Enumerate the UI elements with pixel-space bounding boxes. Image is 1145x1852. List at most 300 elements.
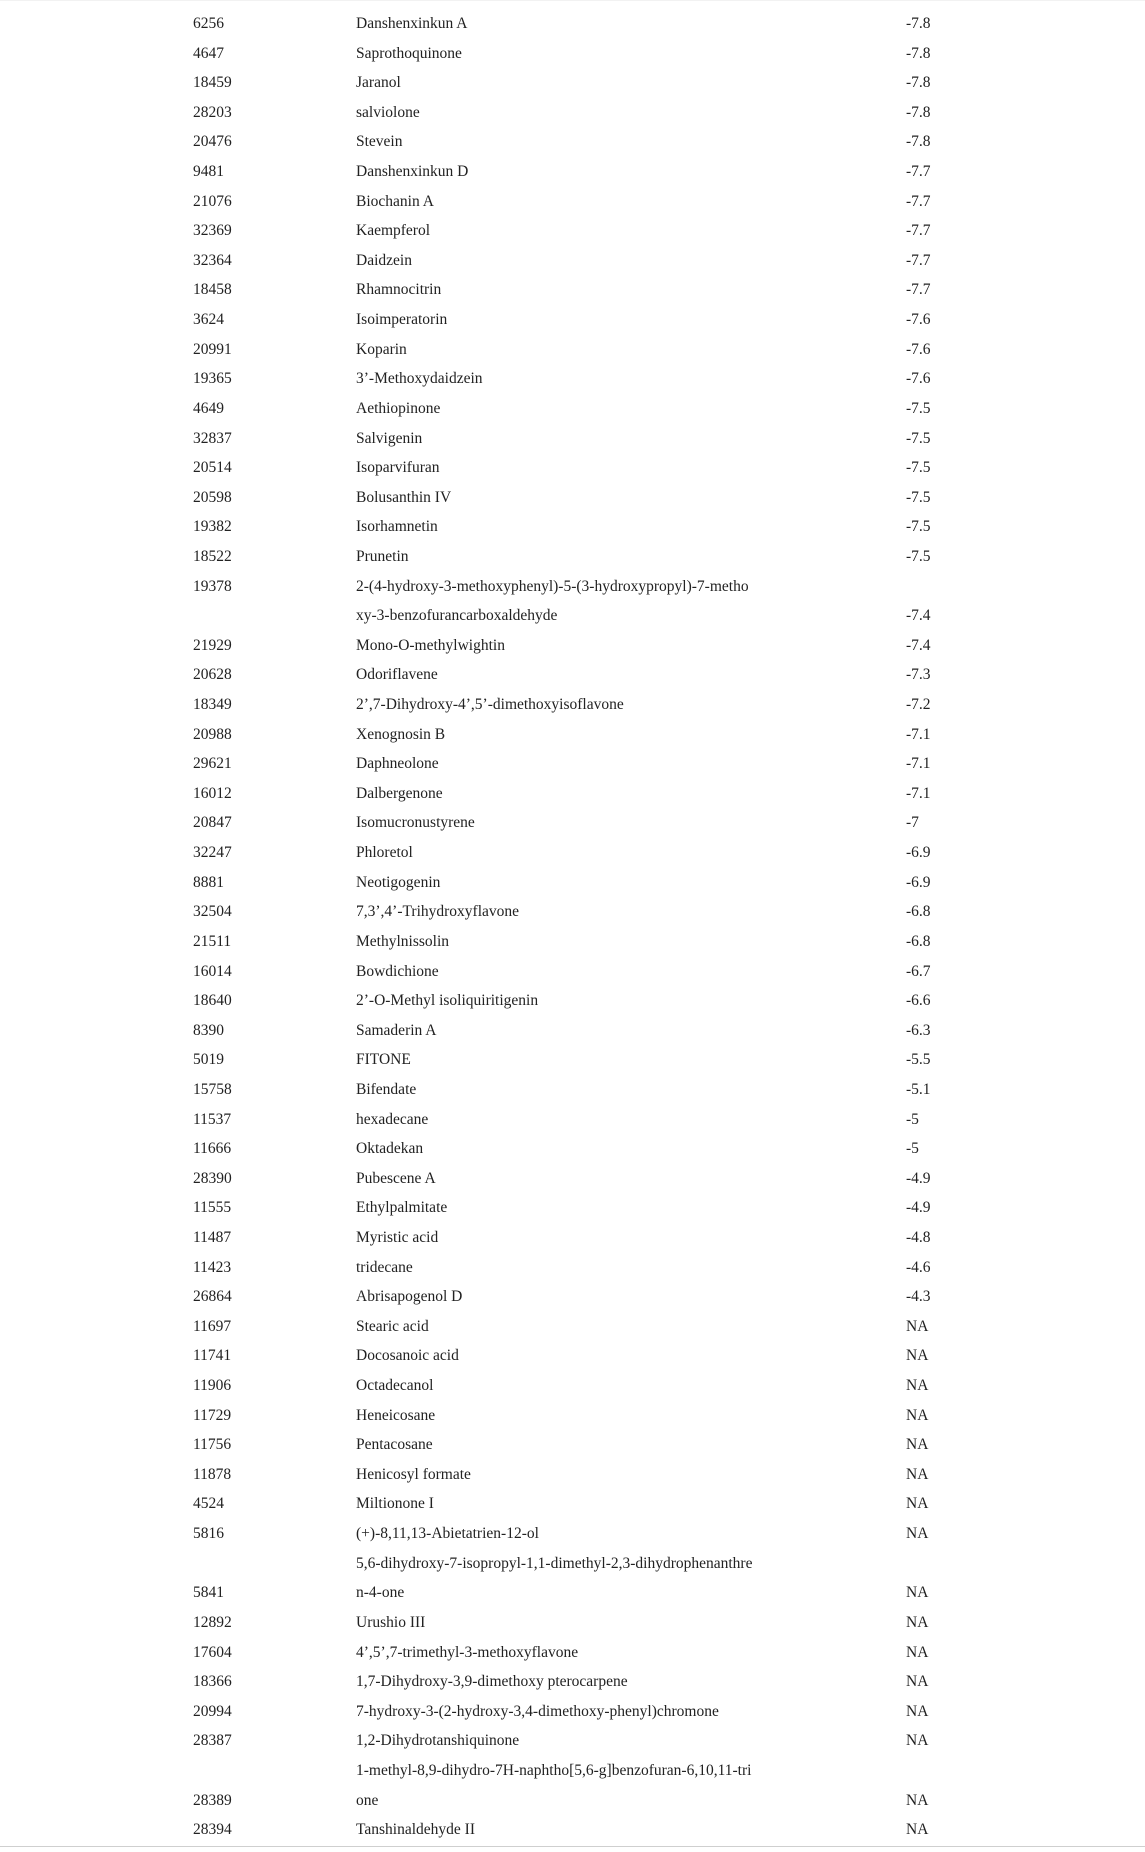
compound-name-line: n-4-one xyxy=(356,1584,405,1602)
compound-name-cell xyxy=(356,1223,438,1253)
compound-name-cell xyxy=(356,957,439,987)
binding-energy-cell: -5.5 xyxy=(906,1051,931,1069)
compound-id-cell: 11878 xyxy=(193,1465,232,1483)
compound-name-line: Isorhamnetin xyxy=(356,518,438,536)
compound-name-line: Danshenxinkun D xyxy=(356,163,469,181)
compound-name-cell xyxy=(356,39,462,69)
table-row xyxy=(0,1401,1145,1431)
compound-name-cell xyxy=(356,631,505,661)
compound-name-cell xyxy=(356,394,440,424)
compound-id-cell: 32504 xyxy=(193,903,232,921)
compound-name-line: hexadecane xyxy=(356,1110,429,1128)
compound-name-line: Octadecanol xyxy=(356,1377,434,1395)
table-row xyxy=(0,660,1145,690)
compound-name-cell xyxy=(356,1371,433,1401)
compound-name-line: Mono-O-methylwightin xyxy=(356,636,505,654)
compound-name-line: 1,7-Dihydroxy-3,9-dimethoxy pterocarpene xyxy=(356,1673,628,1691)
compound-name-cell xyxy=(356,808,475,838)
table-row xyxy=(0,127,1145,157)
compound-name-cell xyxy=(356,1312,429,1342)
table-row xyxy=(0,394,1145,424)
binding-energy-cell: -7.4 xyxy=(906,636,931,654)
compound-id-cell: 11423 xyxy=(193,1258,232,1276)
binding-energy-cell: -7.5 xyxy=(906,488,931,506)
table-row xyxy=(0,1549,1145,1608)
binding-energy-cell: -6.8 xyxy=(906,903,931,921)
table-row xyxy=(0,1253,1145,1283)
table-row xyxy=(0,1756,1145,1815)
compound-id-cell: 11487 xyxy=(193,1229,232,1246)
compound-id-cell: 4649 xyxy=(193,399,224,417)
compound-name-line: Saprothoquinone xyxy=(356,44,462,62)
table-row xyxy=(0,1312,1145,1342)
table-row xyxy=(0,868,1145,898)
compound-id-cell: 29621 xyxy=(193,755,232,773)
compound-name-line: Ethylpalmitate xyxy=(356,1199,448,1217)
table-row xyxy=(0,572,1145,631)
binding-energy-cell: NA xyxy=(906,1732,929,1750)
binding-energy-cell: -7.7 xyxy=(906,163,931,181)
binding-energy-cell: NA xyxy=(906,1347,929,1365)
compound-id-cell: 11756 xyxy=(193,1436,232,1454)
compound-id-cell: 18458 xyxy=(193,281,232,299)
compound-name-cell xyxy=(356,749,439,779)
compound-name-cell xyxy=(356,897,519,927)
compound-name-cell xyxy=(356,1519,539,1549)
binding-energy-cell: NA xyxy=(906,1436,929,1454)
compound-id-cell: 20991 xyxy=(193,340,232,358)
table-row xyxy=(0,1460,1145,1490)
compound-name-line: (+)-8,11,13-Abietatrien-12-ol xyxy=(356,1525,539,1543)
compound-id-cell: 20598 xyxy=(193,488,232,506)
table-row xyxy=(0,1667,1145,1697)
compound-name-cell xyxy=(356,335,407,365)
compound-name-cell xyxy=(356,127,403,157)
binding-energy-cell: -4.3 xyxy=(906,1288,931,1306)
binding-energy-cell: -7.8 xyxy=(906,74,931,92)
table-row xyxy=(0,68,1145,98)
table-row xyxy=(0,187,1145,217)
compound-id-cell: 20847 xyxy=(193,814,232,832)
compound-id-cell: 11906 xyxy=(193,1377,232,1395)
compound-name-line: Prunetin xyxy=(356,547,409,565)
compound-id-cell: 20994 xyxy=(193,1702,232,1720)
binding-energy-cell: NA xyxy=(906,1525,929,1543)
compound-name-line: Kaempferol xyxy=(356,222,431,240)
binding-energy-cell: NA xyxy=(906,1673,929,1691)
binding-energy-cell: -7.1 xyxy=(906,784,931,802)
compound-name-line: Biochanin A xyxy=(356,192,434,210)
compound-name-line: Abrisapogenol D xyxy=(356,1288,463,1306)
compound-name-cell xyxy=(356,1460,471,1490)
compound-name-line: Jaranol xyxy=(356,74,401,92)
compound-name-line: Docosanoic acid xyxy=(356,1347,459,1365)
compound-id-cell: 32837 xyxy=(193,429,232,447)
compound-id-cell: 17604 xyxy=(193,1643,232,1661)
compound-name-cell xyxy=(356,868,440,898)
binding-energy-cell: -7.5 xyxy=(906,547,931,565)
table-row xyxy=(0,246,1145,276)
compound-name-line: Daidzein xyxy=(356,251,412,269)
binding-energy-cell: -6.7 xyxy=(906,962,931,980)
compound-name-line: xy-3-benzofurancarboxaldehyde xyxy=(356,607,558,625)
compound-name-cell xyxy=(356,572,856,631)
compound-name-line: Stevein xyxy=(356,133,403,151)
compound-name-cell xyxy=(356,157,468,187)
compound-id-cell: 20514 xyxy=(193,459,232,477)
compound-name-cell xyxy=(356,1697,719,1727)
table-row xyxy=(0,1697,1145,1727)
compound-id-cell: 11697 xyxy=(193,1317,232,1335)
table-row xyxy=(0,986,1145,1016)
binding-energy-cell: -7.5 xyxy=(906,459,931,477)
binding-energy-cell: -7.5 xyxy=(906,429,931,447)
compound-name-cell xyxy=(356,1726,519,1756)
compound-name-line: Neotigogenin xyxy=(356,873,441,891)
compound-id-cell: 5841 xyxy=(193,1584,224,1602)
table-row xyxy=(0,275,1145,305)
binding-energy-cell: -4.8 xyxy=(906,1229,931,1246)
compound-name-line: Pentacosane xyxy=(356,1436,433,1454)
compound-name-line: 2’,7-Dihydroxy-4’,5’-dimethoxyisoflavone xyxy=(356,696,624,714)
table-row xyxy=(0,1430,1145,1460)
compound-name-cell xyxy=(356,720,445,750)
binding-energy-cell: -7.8 xyxy=(906,15,931,32)
compound-name-line: Isomucronustyrene xyxy=(356,814,475,832)
table-row xyxy=(0,157,1145,187)
compound-name-line: Bolusanthin IV xyxy=(356,488,452,506)
binding-energy-cell: -7.7 xyxy=(906,222,931,240)
binding-energy-cell: NA xyxy=(906,1613,929,1631)
table-row xyxy=(0,749,1145,779)
table-row xyxy=(0,335,1145,365)
compound-name-line: Myristic acid xyxy=(356,1229,439,1246)
compound-name-cell xyxy=(356,9,468,39)
compound-id-cell: 18459 xyxy=(193,74,232,92)
binding-energy-cell: -7.3 xyxy=(906,666,931,684)
compound-id-cell: 18640 xyxy=(193,992,232,1010)
compound-name-line: 3’-Methoxydaidzein xyxy=(356,370,483,388)
compound-name-line: Bifendate xyxy=(356,1080,417,1098)
compound-name-line: FITONE xyxy=(356,1051,411,1069)
compound-name-line: Miltionone I xyxy=(356,1495,434,1513)
compound-id-cell: 32247 xyxy=(193,844,232,862)
compound-id-cell: 19365 xyxy=(193,370,232,388)
table-row xyxy=(0,1608,1145,1638)
compound-name-cell xyxy=(356,1105,428,1135)
top-divider xyxy=(0,0,1145,1)
binding-energy-cell: -7 xyxy=(906,814,919,832)
binding-energy-cell: -7.8 xyxy=(906,133,931,151)
compound-name-line: Samaderin A xyxy=(356,1021,437,1039)
table-row xyxy=(0,364,1145,394)
compound-name-cell xyxy=(356,1075,416,1105)
compound-name-line: Dalbergenone xyxy=(356,784,443,802)
table-row xyxy=(0,1371,1145,1401)
compound-name-cell xyxy=(356,1489,434,1519)
table-row xyxy=(0,1223,1145,1253)
binding-energy-cell: -7.7 xyxy=(906,281,931,299)
compound-name-line: one xyxy=(356,1791,379,1809)
compound-id-cell: 16014 xyxy=(193,962,232,980)
binding-energy-cell: -7.1 xyxy=(906,725,931,743)
table-row xyxy=(0,957,1145,987)
table-row xyxy=(0,305,1145,335)
binding-energy-cell: -6.6 xyxy=(906,992,931,1010)
compound-name-line: 4’,5’,7-trimethyl-3-methoxyflavone xyxy=(356,1643,579,1661)
compound-docking-table xyxy=(0,9,1145,1845)
compound-name-cell xyxy=(356,927,449,957)
binding-energy-cell: -7.7 xyxy=(906,251,931,269)
binding-energy-cell: -6.3 xyxy=(906,1021,931,1039)
table-row xyxy=(0,1075,1145,1105)
compound-id-cell: 11666 xyxy=(193,1140,232,1158)
compound-name-cell xyxy=(356,1549,856,1608)
compound-name-cell xyxy=(356,1016,437,1046)
table-row xyxy=(0,779,1145,809)
binding-energy-cell: -5 xyxy=(906,1140,919,1158)
binding-energy-cell: NA xyxy=(906,1643,929,1661)
table-row xyxy=(0,542,1145,572)
binding-energy-cell: -6.8 xyxy=(906,932,931,950)
compound-name-line: Tanshinaldehyde II xyxy=(356,1821,475,1839)
binding-energy-cell: -5 xyxy=(906,1110,919,1128)
compound-name-cell xyxy=(356,1193,447,1223)
compound-name-line: Rhamnocitrin xyxy=(356,281,442,299)
compound-name-cell xyxy=(356,275,441,305)
table-row xyxy=(0,1193,1145,1223)
compound-name-line: 2’-O-Methyl isoliquiritigenin xyxy=(356,992,539,1010)
table-row xyxy=(0,720,1145,750)
compound-name-cell xyxy=(356,542,409,572)
compound-name-cell xyxy=(356,246,412,276)
compound-name-cell xyxy=(356,1608,425,1638)
table-row xyxy=(0,1282,1145,1312)
compound-name-line: Koparin xyxy=(356,340,407,358)
compound-id-cell: 18366 xyxy=(193,1673,232,1691)
compound-id-cell: 21929 xyxy=(193,636,232,654)
binding-energy-cell: -7.8 xyxy=(906,103,931,121)
compound-name-cell xyxy=(356,1667,628,1697)
compound-name-cell xyxy=(356,1341,459,1371)
binding-energy-cell: -7.6 xyxy=(906,370,931,388)
binding-energy-cell: -4.6 xyxy=(906,1258,931,1276)
compound-name-line: Daphneolone xyxy=(356,755,439,773)
binding-energy-cell: NA xyxy=(906,1495,929,1513)
table-row xyxy=(0,1726,1145,1756)
table-row xyxy=(0,1045,1145,1075)
binding-energy-cell: NA xyxy=(906,1702,929,1720)
table-row xyxy=(0,39,1145,69)
compound-name-line: Urushio III xyxy=(356,1613,426,1631)
compound-name-cell xyxy=(356,1164,436,1194)
compound-name-line: Methylnissolin xyxy=(356,932,450,950)
compound-name-line: 7,3’,4’-Trihydroxyflavone xyxy=(356,903,520,921)
compound-name-line: Phloretol xyxy=(356,844,413,862)
table-row xyxy=(0,1519,1145,1549)
binding-energy-cell: -7.7 xyxy=(906,192,931,210)
compound-id-cell: 21076 xyxy=(193,192,232,210)
binding-energy-cell: -7.6 xyxy=(906,340,931,358)
compound-name-line: Bowdichione xyxy=(356,962,439,980)
table-row xyxy=(0,453,1145,483)
compound-name-cell xyxy=(356,305,447,335)
table-row xyxy=(0,897,1145,927)
binding-energy-cell: NA xyxy=(906,1821,929,1839)
compound-name-line: Pubescene A xyxy=(356,1169,436,1187)
table-row xyxy=(0,1134,1145,1164)
compound-name-cell xyxy=(356,779,443,809)
binding-energy-cell: -7.5 xyxy=(906,399,931,417)
compound-name-line: 1-methyl-8,9-dihydro-7H-naphtho[5,6-g]benzofuran-6,10,11-tri xyxy=(356,1761,752,1779)
compound-name-line: Oktadekan xyxy=(356,1140,424,1158)
compound-name-cell xyxy=(356,187,434,217)
compound-name-cell xyxy=(356,1253,413,1283)
compound-id-cell: 12892 xyxy=(193,1613,232,1631)
compound-name-cell xyxy=(356,690,624,720)
compound-name-cell xyxy=(356,483,451,513)
compound-name-line: salviolone xyxy=(356,103,420,121)
table-row xyxy=(0,631,1145,661)
binding-energy-cell: NA xyxy=(906,1791,929,1809)
compound-name-line: Salvigenin xyxy=(356,429,423,447)
compound-id-cell: 32369 xyxy=(193,222,232,240)
compound-id-cell: 32364 xyxy=(193,251,232,269)
binding-energy-cell: -7.5 xyxy=(906,518,931,536)
compound-name-cell xyxy=(356,1756,856,1815)
compound-id-cell: 18349 xyxy=(193,696,232,714)
compound-id-cell: 20988 xyxy=(193,725,232,743)
compound-name-cell xyxy=(356,1134,423,1164)
compound-id-cell: 4647 xyxy=(193,44,224,62)
compound-name-line: 7-hydroxy-3-(2-hydroxy-3,4-dimethoxy-phenyl)chromone xyxy=(356,1702,719,1720)
binding-energy-cell: -7.4 xyxy=(906,607,931,625)
table-row xyxy=(0,1815,1145,1845)
table-row xyxy=(0,216,1145,246)
bottom-divider xyxy=(0,1846,1145,1847)
table-row xyxy=(0,1016,1145,1046)
compound-id-cell: 5019 xyxy=(193,1051,224,1069)
binding-energy-cell: -7.2 xyxy=(906,696,931,714)
compound-id-cell: 28387 xyxy=(193,1732,232,1750)
compound-id-cell: 18522 xyxy=(193,547,232,565)
compound-id-cell: 19378 xyxy=(193,577,232,595)
table-row xyxy=(0,690,1145,720)
compound-name-cell xyxy=(356,216,430,246)
binding-energy-cell: NA xyxy=(906,1465,929,1483)
binding-energy-cell: NA xyxy=(906,1377,929,1395)
compound-name-cell xyxy=(356,424,422,454)
binding-energy-cell: -5.1 xyxy=(906,1080,931,1098)
compound-name-line: Henicosyl formate xyxy=(356,1465,471,1483)
table-row xyxy=(0,1105,1145,1135)
compound-id-cell: 8881 xyxy=(193,873,224,891)
compound-name-line: Isoimperatorin xyxy=(356,311,448,329)
compound-id-cell: 11537 xyxy=(193,1110,232,1128)
compound-name-cell xyxy=(356,1282,462,1312)
compound-id-cell: 28203 xyxy=(193,103,232,121)
binding-energy-cell: -4.9 xyxy=(906,1199,931,1217)
compound-name-line: 1,2-Dihydrotanshiquinone xyxy=(356,1732,520,1750)
compound-id-cell: 9481 xyxy=(193,163,224,181)
binding-energy-cell: -7.8 xyxy=(906,44,931,62)
table-row xyxy=(0,1341,1145,1371)
table-row xyxy=(0,838,1145,868)
compound-id-cell: 11741 xyxy=(193,1347,232,1365)
compound-name-line: Stearic acid xyxy=(356,1317,429,1335)
compound-id-cell: 16012 xyxy=(193,784,232,802)
compound-name-line: Heneicosane xyxy=(356,1406,436,1424)
compound-name-line: Xenognosin B xyxy=(356,725,446,743)
compound-name-cell xyxy=(356,68,401,98)
compound-name-cell xyxy=(356,1638,578,1668)
compound-id-cell: 19382 xyxy=(193,518,232,536)
binding-energy-cell: -6.9 xyxy=(906,844,931,862)
compound-name-cell xyxy=(356,512,438,542)
compound-name-cell xyxy=(356,98,420,128)
compound-id-cell: 15758 xyxy=(193,1080,232,1098)
compound-id-cell: 3624 xyxy=(193,311,224,329)
binding-energy-cell: NA xyxy=(906,1317,929,1335)
compound-id-cell: 8390 xyxy=(193,1021,224,1039)
compound-name-cell xyxy=(356,986,538,1016)
compound-name-cell xyxy=(356,1045,411,1075)
compound-id-cell: 6256 xyxy=(193,15,224,32)
table-row xyxy=(0,1489,1145,1519)
compound-name-cell xyxy=(356,364,483,394)
compound-id-cell: 11555 xyxy=(193,1199,232,1217)
compound-id-cell: 5816 xyxy=(193,1525,224,1543)
binding-energy-cell: -7.1 xyxy=(906,755,931,773)
table-row xyxy=(0,424,1145,454)
compound-name-line: 5,6-dihydroxy-7-isopropyl-1,1-dimethyl-2,3-dihydrophenanthre xyxy=(356,1554,753,1572)
compound-id-cell: 11729 xyxy=(193,1406,232,1424)
compound-name-line: Isoparvifuran xyxy=(356,459,440,477)
compound-name-line: Odoriflavene xyxy=(356,666,438,684)
compound-name-cell xyxy=(356,1430,433,1460)
table-row xyxy=(0,483,1145,513)
table-row xyxy=(0,927,1145,957)
table-row xyxy=(0,1638,1145,1668)
compound-id-cell: 26864 xyxy=(193,1288,232,1306)
compound-name-line: Danshenxinkun A xyxy=(356,15,468,32)
binding-energy-cell: -7.6 xyxy=(906,311,931,329)
table-row xyxy=(0,1164,1145,1194)
compound-id-cell: 28389 xyxy=(193,1791,232,1809)
binding-energy-cell: -6.9 xyxy=(906,873,931,891)
compound-name-line: tridecane xyxy=(356,1258,413,1276)
compound-name-cell xyxy=(356,1401,435,1431)
table-row xyxy=(0,512,1145,542)
compound-name-line: Aethiopinone xyxy=(356,399,441,417)
binding-energy-cell: -4.9 xyxy=(906,1169,931,1187)
compound-id-cell: 20628 xyxy=(193,666,232,684)
compound-id-cell: 28390 xyxy=(193,1169,232,1187)
compound-name-cell xyxy=(356,660,438,690)
compound-name-cell xyxy=(356,1815,475,1845)
compound-id-cell: 20476 xyxy=(193,133,232,151)
compound-name-line: 2-(4-hydroxy-3-methoxyphenyl)-5-(3-hydroxypropyl)-7-metho xyxy=(356,577,749,595)
compound-id-cell: 28394 xyxy=(193,1821,232,1839)
table-row xyxy=(0,808,1145,838)
binding-energy-cell: NA xyxy=(906,1584,929,1602)
table-row xyxy=(0,9,1145,39)
compound-id-cell: 21511 xyxy=(193,932,232,950)
binding-energy-cell: NA xyxy=(906,1406,929,1424)
compound-id-cell: 4524 xyxy=(193,1495,224,1513)
table-row xyxy=(0,98,1145,128)
compound-name-cell xyxy=(356,453,440,483)
